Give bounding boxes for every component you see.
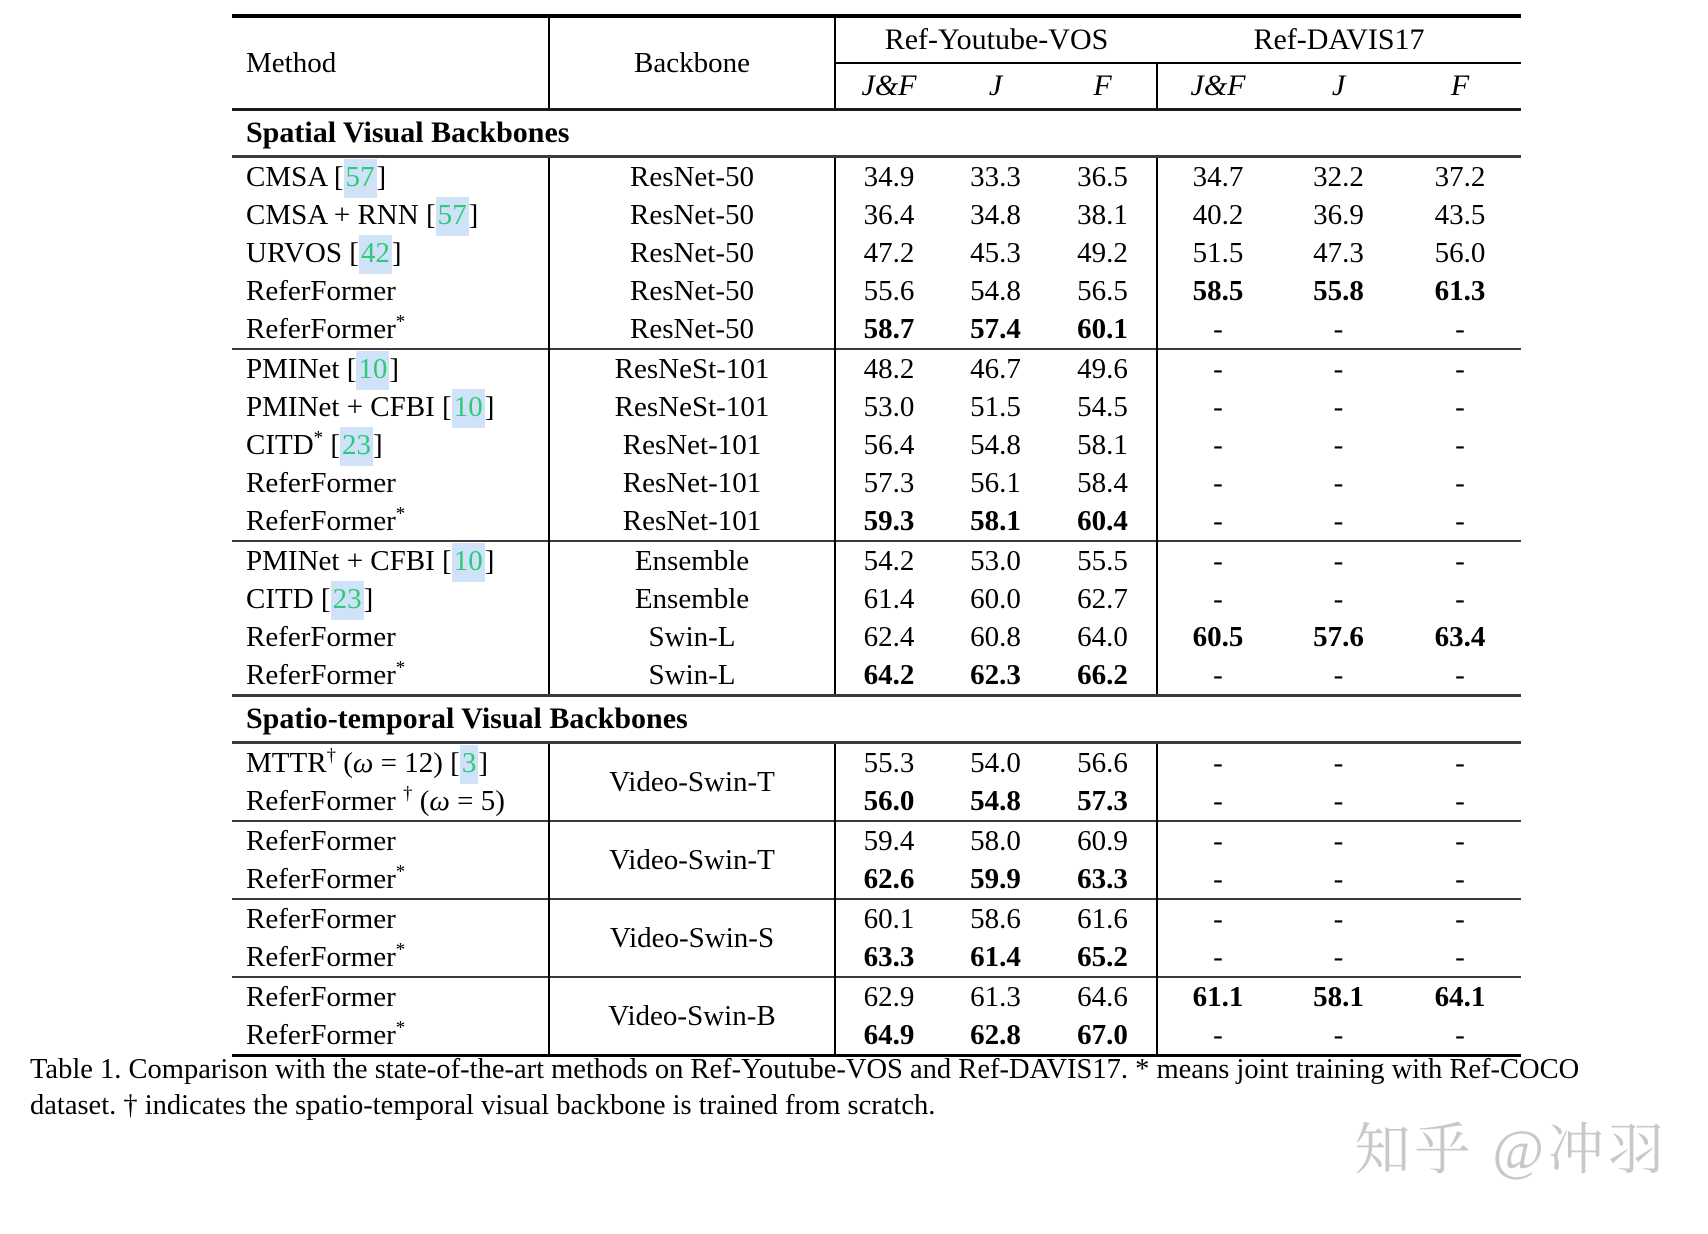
table-row	[232, 743, 1521, 783]
citation-link[interactable]: 10	[452, 389, 485, 428]
method-cell: MTTR† (ω = 12) [3]	[232, 743, 549, 783]
backbone-cell: ResNet-50	[549, 157, 835, 197]
metric-value: 58.6	[942, 899, 1049, 938]
backbone-cell: Swin-L	[549, 656, 835, 696]
citation-link[interactable]: 23	[331, 581, 364, 620]
metric-value: 64.2	[863, 658, 915, 691]
citation-link[interactable]: 23	[340, 427, 373, 466]
backbone-cell: ResNet-50	[549, 234, 835, 272]
metric-value: -	[1455, 1018, 1465, 1051]
metric-value: 60.1	[1049, 310, 1157, 349]
superscript-marker: *	[395, 502, 406, 524]
metric-value: 58.1	[970, 504, 1021, 537]
metric-value: 49.6	[1049, 349, 1157, 388]
section-title: Spatio-temporal Visual Backbones	[232, 696, 1521, 743]
metric-value: 66.2	[1049, 656, 1157, 696]
metric-value: -	[1399, 899, 1521, 938]
metric-value: -	[1213, 746, 1223, 779]
metric-value: -	[1278, 899, 1399, 938]
metric-value: 47.2	[863, 236, 915, 269]
metric-value: -	[1213, 582, 1223, 615]
metric-value: 58.5	[1192, 274, 1244, 307]
results-table	[232, 14, 1521, 1057]
metric-value: 60.8	[970, 620, 1021, 653]
citation-link[interactable]: 10	[356, 351, 389, 390]
table-row	[232, 860, 1521, 899]
metric-value: -	[1213, 862, 1223, 895]
table-header	[232, 16, 1521, 110]
metric-value: 51.5	[970, 390, 1021, 423]
superscript-marker: †	[326, 744, 336, 766]
metric-value: -	[1157, 821, 1278, 860]
metric-value: -	[1455, 428, 1465, 461]
metric-value: 55.5	[1049, 541, 1157, 580]
metric-value: -	[1333, 940, 1344, 973]
backbone-cell: ResNet-101	[549, 426, 835, 464]
table-row	[232, 310, 1521, 349]
superscript-marker: *	[395, 860, 406, 882]
metric-value: 54.5	[1049, 388, 1157, 426]
table-row	[232, 821, 1521, 860]
metric-value: 62.8	[970, 1018, 1021, 1051]
metric-value: 38.1	[1049, 196, 1157, 234]
metric-value: -	[1455, 746, 1465, 779]
metric-value: -	[1399, 821, 1521, 860]
superscript-marker: *	[395, 656, 406, 678]
metric-value: -	[1157, 541, 1278, 580]
superscript-marker: *	[395, 938, 406, 960]
method-cell: ReferFormer	[232, 899, 549, 938]
method-cell: PMINet + CFBI [10]	[232, 388, 549, 426]
method-cell: ReferFormer*	[232, 938, 549, 977]
metric-value: 59.3	[863, 504, 915, 537]
metric-value: -	[1278, 821, 1399, 860]
metric-value: 59.9	[970, 862, 1021, 895]
metric-value: 54.8	[970, 428, 1021, 461]
method-cell: ReferFormer	[232, 977, 549, 1016]
metric-value: 57.3	[1049, 782, 1157, 821]
method-cell: ReferFormer*	[232, 1016, 549, 1056]
metric-value: 47.3	[1313, 236, 1364, 269]
metric-value: -	[1455, 658, 1465, 691]
metric-value: 63.4	[1434, 620, 1486, 653]
metric-value: 58.7	[863, 312, 915, 345]
method-cell: CMSA [57]	[232, 157, 549, 197]
metric-value: 60.4	[1049, 502, 1157, 541]
metric-value: -	[1213, 428, 1223, 461]
table-row	[232, 464, 1521, 502]
watermark: 知乎 @冲羽	[1354, 1120, 1668, 1182]
column-header-backbone: Backbone	[549, 16, 835, 110]
backbone-cell: Video-Swin-T	[549, 821, 835, 899]
table-row	[232, 977, 1521, 1016]
metric-value: -	[1278, 541, 1399, 580]
metric-value: 67.0	[1049, 1016, 1157, 1056]
metric-value: 37.2	[1434, 160, 1486, 193]
metric-value: 63.3	[1049, 860, 1157, 899]
metric-value: 55.8	[1313, 274, 1364, 307]
metric-value: 34.7	[1192, 160, 1244, 193]
metric-value: -	[1213, 658, 1223, 691]
metric-value: 60.9	[1049, 821, 1157, 860]
column-group-ref-davis17: Ref-DAVIS17	[1157, 16, 1521, 63]
backbone-cell: Video-Swin-T	[549, 743, 835, 822]
table-row	[232, 388, 1521, 426]
metric-value: 54.8	[970, 274, 1021, 307]
metric-value: 56.0	[1434, 236, 1486, 269]
citation-link[interactable]: 57	[344, 159, 377, 198]
backbone-cell: ResNeSt-101	[549, 388, 835, 426]
table-row	[232, 782, 1521, 821]
metric-value: 56.4	[863, 428, 915, 461]
method-cell: ReferFormer	[232, 272, 549, 310]
metric-value: 62.4	[863, 620, 915, 653]
metric-value: 63.3	[863, 940, 915, 973]
metric-value: 62.9	[835, 977, 942, 1016]
math-symbol: ω	[429, 784, 450, 817]
metric-value: -	[1157, 349, 1278, 388]
table-row	[232, 502, 1521, 541]
backbone-cell: Swin-L	[549, 618, 835, 656]
metric-value: -	[1333, 312, 1344, 345]
method-cell: ReferFormer*	[232, 656, 549, 696]
metric-value: 60.1	[835, 899, 942, 938]
metric-value: -	[1333, 1018, 1344, 1051]
metric-value: -	[1455, 312, 1465, 345]
method-cell: URVOS [42]	[232, 234, 549, 272]
table-row	[232, 234, 1521, 272]
metric-header: F	[1450, 69, 1470, 102]
metric-value: 62.3	[970, 658, 1021, 691]
metric-value: 56.5	[1049, 272, 1157, 310]
metric-value: 54.8	[970, 784, 1021, 817]
citation-link[interactable]: 42	[359, 235, 392, 274]
metric-header: J&F	[1190, 69, 1246, 102]
metric-value: -	[1455, 940, 1465, 973]
method-cell: PMINet [10]	[232, 349, 549, 388]
metric-value: -	[1455, 504, 1465, 537]
method-cell: CMSA + RNN [57]	[232, 196, 549, 234]
metric-value: 36.9	[1313, 198, 1364, 231]
table-row	[232, 541, 1521, 580]
metric-value: 58.4	[1049, 464, 1157, 502]
backbone-cell: Ensemble	[549, 541, 835, 580]
metric-value: -	[1399, 349, 1521, 388]
backbone-cell: ResNet-50	[549, 272, 835, 310]
backbone-cell: ResNeSt-101	[549, 349, 835, 388]
table-row	[232, 1016, 1521, 1056]
column-header-method: Method	[232, 16, 549, 110]
method-cell: ReferFormer	[232, 464, 549, 502]
superscript-marker: *	[395, 1016, 406, 1038]
column-group-ref-youtube-vos: Ref-Youtube-VOS	[835, 16, 1157, 63]
metric-value: 61.4	[863, 582, 915, 615]
metric-value: 61.1	[1157, 977, 1278, 1016]
citation-link[interactable]: 57	[436, 197, 469, 236]
backbone-cell: Ensemble	[549, 580, 835, 618]
method-cell: ReferFormer*	[232, 860, 549, 899]
metric-value: 56.6	[1049, 743, 1157, 783]
method-cell: ReferFormer	[232, 821, 549, 860]
metric-value: -	[1399, 541, 1521, 580]
metric-value: 33.3	[970, 160, 1021, 193]
metric-value: -	[1213, 312, 1223, 345]
metric-value: 58.1	[1049, 426, 1157, 464]
metric-value: -	[1333, 504, 1344, 537]
metric-value: 60.5	[1192, 620, 1244, 653]
metric-value: 62.7	[1049, 580, 1157, 618]
table-row	[232, 618, 1521, 656]
metric-value: 49.2	[1049, 234, 1157, 272]
metric-value: 61.4	[970, 940, 1021, 973]
section-row	[232, 696, 1521, 743]
metric-value: 36.4	[863, 198, 915, 231]
metric-value: 61.3	[942, 977, 1049, 1016]
table-row	[232, 580, 1521, 618]
metric-value: 53.0	[863, 390, 915, 423]
metric-value: 56.1	[970, 466, 1021, 499]
backbone-cell: Video-Swin-B	[549, 977, 835, 1056]
metric-value: -	[1333, 466, 1344, 499]
superscript-marker: *	[395, 310, 406, 332]
metric-value: 57.3	[863, 466, 915, 499]
table-row	[232, 426, 1521, 464]
table-row	[232, 157, 1521, 197]
metric-value: -	[1455, 784, 1465, 817]
table-caption	[30, 1052, 1698, 1124]
metric-value: 57.4	[970, 312, 1021, 345]
table-row	[232, 899, 1521, 938]
metric-value: -	[1213, 390, 1223, 423]
table-row	[232, 938, 1521, 977]
metric-value: -	[1333, 862, 1344, 895]
metric-value: -	[1213, 504, 1223, 537]
method-cell: ReferFormer † (ω = 5)	[232, 782, 549, 821]
metric-value: 51.5	[1192, 236, 1244, 269]
metric-value: 64.6	[1049, 977, 1157, 1016]
table-row	[232, 272, 1521, 310]
metric-value: 36.5	[1049, 157, 1157, 197]
metric-value: 58.1	[1278, 977, 1399, 1016]
metric-value: -	[1213, 466, 1223, 499]
section-title: Spatial Visual Backbones	[232, 110, 1521, 157]
metric-value: -	[1333, 428, 1344, 461]
metric-value: -	[1157, 899, 1278, 938]
metric-value: 62.6	[863, 862, 915, 895]
metric-value: -	[1213, 1018, 1223, 1051]
metric-value: 64.1	[1399, 977, 1521, 1016]
caption-line-1: Table 1. Comparison with the state-of-the-art methods on Ref-Youtube-VOS and Ref-DAVIS17. * means joint training with Ref-COCO	[30, 1054, 1580, 1085]
citation-link[interactable]: 3	[460, 745, 479, 784]
metric-value: -	[1278, 349, 1399, 388]
math-symbol: ω	[352, 746, 374, 779]
method-cell: PMINet + CFBI [10]	[232, 541, 549, 580]
metric-header: J	[1331, 69, 1346, 102]
metric-value: -	[1455, 582, 1465, 615]
metric-value: 43.5	[1434, 198, 1486, 231]
metric-value: -	[1455, 390, 1465, 423]
metric-value: 48.2	[835, 349, 942, 388]
method-cell: ReferFormer*	[232, 310, 549, 349]
metric-value: 53.0	[942, 541, 1049, 580]
metric-value: 40.2	[1192, 198, 1244, 231]
superscript-marker: *	[313, 426, 324, 448]
metric-value: 65.2	[1049, 938, 1157, 977]
metric-value: 46.7	[942, 349, 1049, 388]
method-cell: CITD [23]	[232, 580, 549, 618]
citation-link[interactable]: 10	[452, 543, 485, 582]
metric-value: 34.8	[970, 198, 1021, 231]
backbone-cell: Video-Swin-S	[549, 899, 835, 977]
metric-header: J	[988, 69, 1003, 102]
metric-value: 55.3	[863, 746, 915, 779]
method-cell: ReferFormer*	[232, 502, 549, 541]
metric-value: 55.6	[863, 274, 915, 307]
table-row	[232, 196, 1521, 234]
section-row	[232, 110, 1521, 157]
metric-value: 64.9	[863, 1018, 915, 1051]
metric-value: -	[1333, 390, 1344, 423]
metric-value: -	[1333, 582, 1344, 615]
table-row	[232, 656, 1521, 696]
metric-value: 61.6	[1049, 899, 1157, 938]
metric-value: 54.2	[835, 541, 942, 580]
metric-value: -	[1455, 862, 1465, 895]
metric-value: -	[1213, 784, 1223, 817]
metric-value: -	[1333, 746, 1344, 779]
metric-header: F	[1049, 63, 1157, 110]
metric-header: J&F	[861, 69, 917, 102]
metric-value: 64.0	[1049, 618, 1157, 656]
metric-value: 57.6	[1313, 620, 1364, 653]
superscript-marker: †	[403, 782, 413, 804]
metric-value: 58.0	[942, 821, 1049, 860]
metric-value: -	[1455, 466, 1465, 499]
metric-value: 54.0	[970, 746, 1021, 779]
table-row	[232, 349, 1521, 388]
caption-line-2: dataset. † indicates the spatio-temporal visual backbone is trained from scratch.	[30, 1090, 936, 1121]
method-cell: ReferFormer	[232, 618, 549, 656]
metric-value: 45.3	[970, 236, 1021, 269]
metric-value: 32.2	[1313, 160, 1364, 193]
metric-value: 56.0	[863, 784, 915, 817]
metric-value: 61.3	[1434, 274, 1486, 307]
metric-value: -	[1333, 784, 1344, 817]
backbone-cell: ResNet-50	[549, 310, 835, 349]
backbone-cell: ResNet-101	[549, 464, 835, 502]
method-cell: CITD* [23]	[232, 426, 549, 464]
metric-value: -	[1333, 658, 1344, 691]
backbone-cell: ResNet-50	[549, 196, 835, 234]
metric-value: 60.0	[970, 582, 1021, 615]
backbone-cell: ResNet-101	[549, 502, 835, 541]
metric-value: 59.4	[835, 821, 942, 860]
metric-value: -	[1213, 940, 1223, 973]
metric-value: 34.9	[863, 160, 915, 193]
